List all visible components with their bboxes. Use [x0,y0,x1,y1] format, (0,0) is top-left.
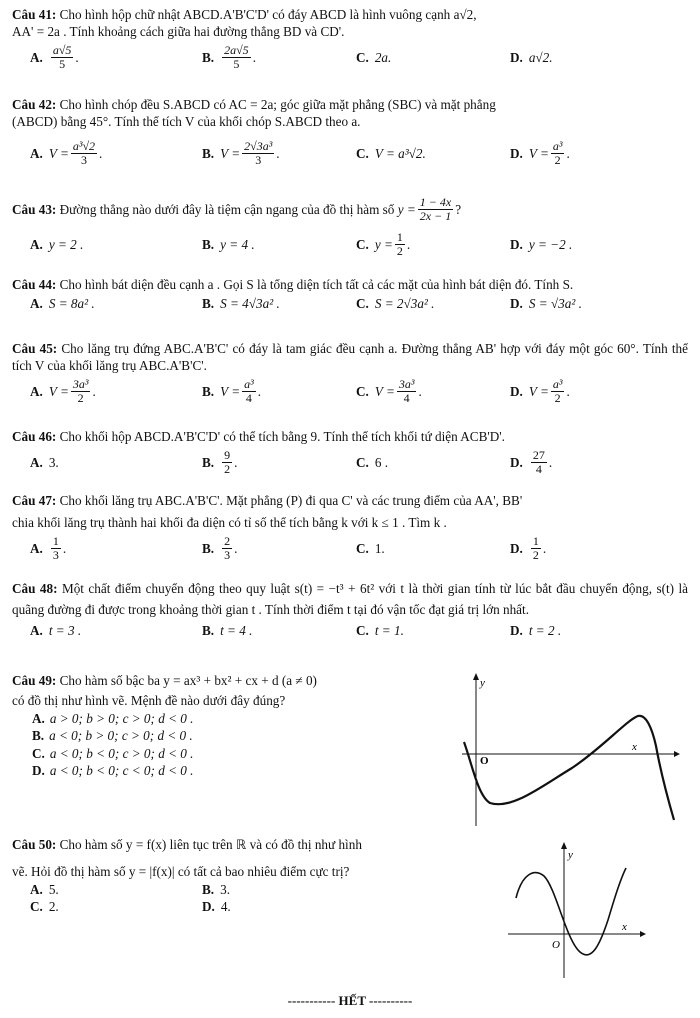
question-stem: Cho khối hộp ABCD.A'B'C'D' có thể tích bằng 9. Tính thể tích khối tứ diện ACB'D'. [59,429,505,444]
answer-options [12,137,688,171]
question-stem: Cho hàm số bậc ba y = ax³ + bx² + cx + d (a ≠ 0) [59,673,317,688]
answer-options [12,881,462,915]
option-b[interactable]: B. V = $\frac{\text{2√3a³}}{3}$ . [202,139,280,168]
option-c[interactable]: C. a < 0; b < 0; c > 0; d < 0 . [32,745,194,761]
option-d[interactable]: D. $\frac{27}{4}$ . [510,447,553,476]
question-label: Câu 42: [12,97,57,112]
option-d[interactable]: D. y = −2 . [510,236,573,252]
question-41 [12,6,688,75]
option-a[interactable]: A. V = $\frac{\text{3a³}}{2}$ . [30,377,96,406]
y-axis-arrow-icon [473,673,479,680]
question-45 [12,340,688,409]
question-stem: Cho lăng trụ đứng ABC.A'B'C' có đáy là tam giác đều cạnh a. Đường thẳng AB' hợp với đáy một góc 60°. Tính thể tích V của khối lăng trụ ABC.A'B'C'. [12,341,689,374]
option-b[interactable]: B. $\frac{2}{3}$ . [202,534,238,563]
question-stem-cont: (ABCD) bằng 45°. Tính thể tích V của khối chóp S.ABCD theo a. [12,114,361,130]
option-b[interactable]: B. S = 4√3a² . [202,295,280,311]
question-label: Câu 44: [12,277,57,292]
question-label: Câu 47: [12,493,57,508]
question-label: Câu 50: [12,837,57,852]
option-b[interactable]: B. $\frac{2a√5}{5}$ . [202,43,256,72]
question-stem-cont: có đồ thị như hình vẽ. Mệnh đề nào dưới đây đúng? [12,693,286,709]
option-a[interactable]: A. t = 3 . [30,623,82,639]
option-a[interactable]: A. 5. [30,881,59,897]
answer-options [12,375,688,409]
question-stem: Cho hàm số y = f(x) liên tục trên ℝ và có đồ thị như hình [59,837,362,852]
question-stem: Cho hình bát diện đều cạnh a . Gọi S là tổng diện tích tất cả các mặt của hình bát diện đó. Tính S. [59,277,574,292]
origin-label: O [480,755,489,767]
question-48 [12,578,688,641]
question-50 [12,836,462,915]
option-a[interactable]: A. S = 8a² . [30,295,95,311]
question-stem-cont: vẽ. Hỏi đồ thị hàm số y = |f(x)| có tất cả bao nhiêu điểm cực trị? [12,864,350,880]
option-d[interactable]: D. t = 2 . [510,623,562,639]
answer-options [12,227,688,261]
question-label: Câu 48: [12,581,58,596]
option-c[interactable]: C. t = 1. [356,623,404,639]
option-c[interactable]: C. 6 . [356,454,389,470]
option-b[interactable]: B. y = 4 . [202,236,255,252]
option-c[interactable]: C. y = $\frac{1}{2}$ . [356,229,411,258]
question-label: Câu 45: [12,341,58,356]
option-b[interactable]: B. $\frac{9}{2}$ . [202,447,238,476]
x-axis-arrow-icon [640,931,646,937]
y-axis-label: y [568,849,573,861]
x-axis-label: x [622,921,627,933]
question-label: Câu 41: [12,7,57,22]
question-49 [12,672,412,780]
option-b[interactable]: B. a < 0; b > 0; c > 0; d < 0 . [32,728,193,744]
option-d[interactable]: D. 4. [202,898,231,914]
option-d[interactable]: D. S = √3a² . [510,295,582,311]
origin-label: O [552,939,560,951]
end-marker: ----------- HẾT ---------- [287,993,413,1008]
option-a[interactable]: A. $\frac{1}{3}$ . [30,534,67,563]
cubic-graph-q49 [462,668,688,828]
option-a[interactable]: A. y = 2 . [30,236,84,252]
function-graph-q50 [508,840,648,980]
question-42 [12,96,688,171]
answer-options [12,293,688,313]
option-c[interactable]: C. 2a. [356,50,392,66]
option-d[interactable]: D. $\frac{1}{2}$ . [510,534,547,563]
x-axis-label: x [632,741,637,753]
x-axis-arrow-icon [674,751,680,757]
question-stem: Cho hình hộp chữ nhật ABCD.A'B'C'D' có đáy ABCD là hình vuông cạnh a√2, [59,7,477,22]
question-stem-cont: AA' = 2a . Tính khoảng cách giữa hai đường thẳng BD và CD'. [12,24,345,40]
question-label: Câu 43: [12,201,57,217]
question-stem-cont: chia khối lăng trụ thành hai khối đa diện có tỉ số thể tích bằng k với k ≤ 1 . Tìm k . [12,515,447,531]
answer-options [12,41,688,75]
function-curve [516,868,626,955]
question-44 [12,276,688,313]
question-stem: Một chất điểm chuyển động theo quy luật s(t) = −t³ + 6t² với t là thời gian tính từ lúc bắt đầu chuyển động, s(t) là quãng đường đi được trong khoảng thời gian t . Tính thời điểm t tại đó vận tốc đạt giá trị lớn nhất. [12,581,689,618]
question-46 [12,428,688,479]
option-c[interactable]: C. S = 2√3a² . [356,295,435,311]
question-47 [12,492,688,566]
question-stem: Cho hình chóp đều S.ABCD có AC = 2a; góc giữa mặt phẳng (SBC) và mặt phẳng [59,97,496,112]
option-a[interactable]: A. $\frac{a√5}{5}$ . [30,43,79,72]
option-a[interactable]: A. a > 0; b > 0; c > 0; d < 0 . [32,710,194,726]
option-d[interactable]: D. V = $\frac{\text{a³}}{2}$ . [510,139,570,168]
option-d[interactable]: D. V = $\frac{\text{a³}}{2}$ . [510,377,570,406]
y-axis-label: y [480,677,485,689]
option-d[interactable]: D. a√2. [510,50,553,66]
option-b[interactable]: B. V = $\frac{\text{a³}}{4}$ . [202,377,262,406]
question-stem: Cho khối lăng trụ ABC.A'B'C'. Mặt phẳng (P) đi qua C' và các trung điểm của AA', BB' [59,493,523,508]
question-label: Câu 49: [12,673,57,688]
y-axis-arrow-icon [561,842,567,849]
option-a[interactable]: A. 3. [30,454,59,470]
option-a[interactable]: A. V = $\frac{\text{a³√2}}{3}$ . [30,139,103,168]
cubic-curve [464,716,674,820]
question-stem: Đường thẳng nào dưới đây là tiệm cận ngang của đồ thị hàm số [59,201,395,217]
option-d[interactable]: D. a < 0; b < 0; c < 0; d < 0 . [32,763,194,779]
answer-options [12,445,688,479]
option-c[interactable]: C. 2. [30,898,59,914]
option-c[interactable]: C. V = $\frac{\text{3a³}}{4}$ . [356,377,422,406]
question-43: Câu 43: Đường thẳng nào dưới đây là tiệm cận ngang của đồ thị hàm số y = $\frac{1 - 4x}{2x - 1}$ ? A. y = 2 . B. y = 4 . C. y = $\frac{1}{2}$ . D. y = −2 . [12,196,688,261]
option-c[interactable]: C. 1. [356,541,385,557]
option-b[interactable]: B. 3. [202,881,230,897]
function-fraction: $\frac{1 - 4x}{2x - 1}$ [419,195,452,224]
option-c[interactable]: C. V = a³√2. [356,146,426,162]
answer-options [12,710,412,780]
option-b[interactable]: B. t = 4 . [202,623,253,639]
answer-options [12,532,688,566]
question-label: Câu 46: [12,429,57,444]
answer-options [12,621,688,641]
